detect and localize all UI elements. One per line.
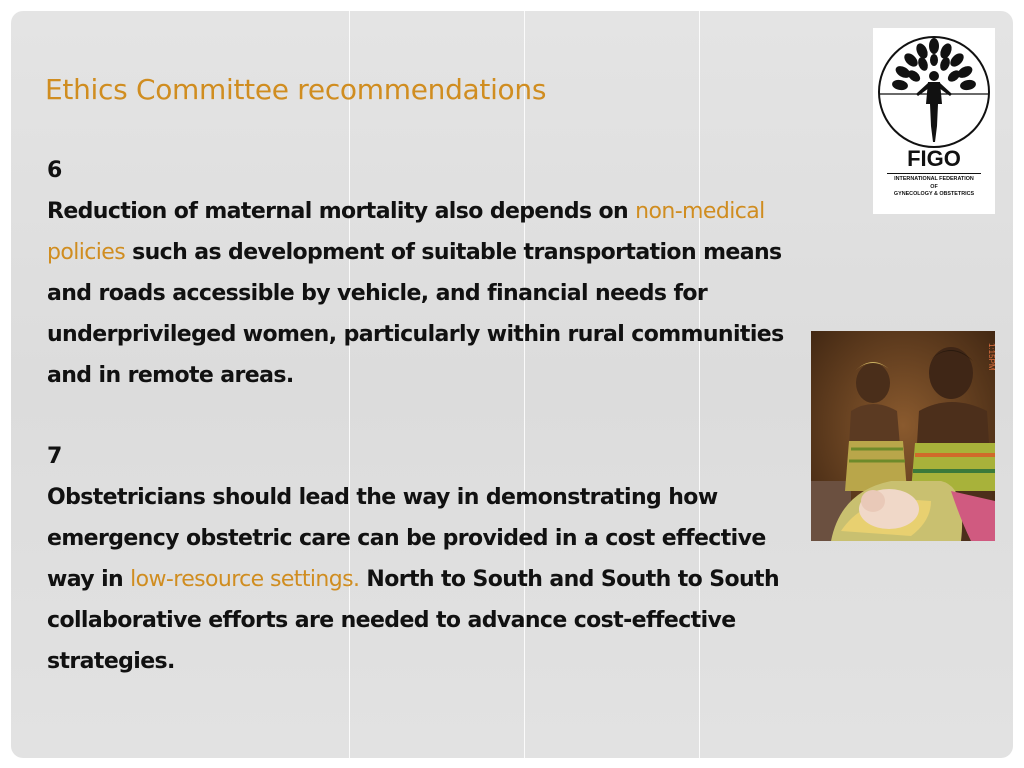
recommendation-text (47, 192, 797, 397)
logo-subtitle (879, 176, 989, 199)
recommendation-text-end: North to South and South to South collaborative efforts are needed to advance cost-effective strategies. (47, 567, 780, 674)
slide-title: Ethics Committee recommendations (45, 73, 547, 106)
photo-timestamp: 1:15PM (987, 343, 996, 371)
recommendation-text-start: Reduction of maternal mortality also depends on (47, 198, 636, 224)
logo-subtitle-line: GYNECOLOGY & OBSTETRICS (893, 191, 975, 197)
recommendation-highlight: non-medical policies (47, 198, 765, 265)
slide (11, 11, 1013, 758)
logo-subtitle-line: OF (930, 183, 938, 190)
recommendation-text (47, 478, 797, 683)
mothers-newborn-photo (811, 331, 995, 541)
recommendation-number: 7 (47, 444, 62, 470)
recommendation-number: 6 (47, 158, 62, 183)
recommendation-highlight: low-resource settings. (130, 567, 360, 593)
paragraph-spacer (47, 396, 797, 437)
recommendations-body (47, 151, 797, 683)
photo-illustration (811, 331, 995, 541)
figo-logo (873, 28, 995, 214)
logo-name: FIGO (907, 146, 961, 171)
logo-divider (887, 173, 981, 174)
logo-subtitle-line: INTERNATIONAL FEDERATION (894, 176, 974, 182)
tree-figure-icon (876, 34, 992, 150)
recommendation-text-end: such as development of suitable transportation means and roads accessible by vehicle, and financial needs for underprivileged women, particularly within rural communities and in remote areas. (47, 239, 784, 388)
recommendation-text-start: Obstetricians should lead the way in demonstrating how emergency obstetric care can be provided in a cost effective way in (47, 485, 766, 593)
